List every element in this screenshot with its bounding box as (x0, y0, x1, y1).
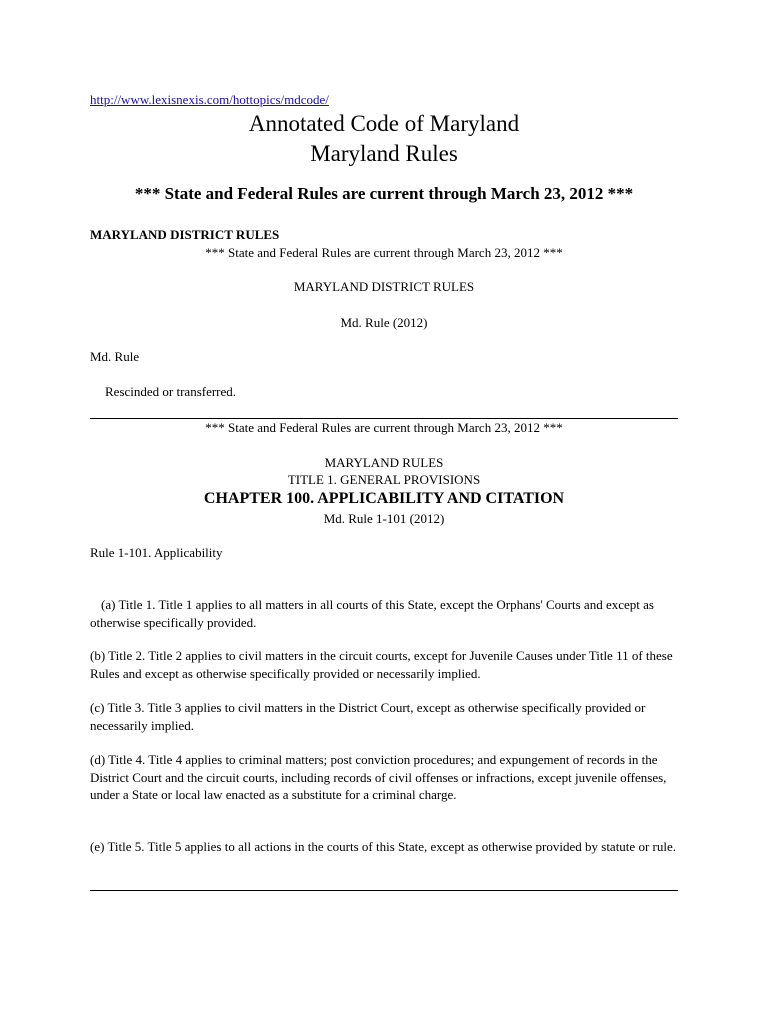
rule-citation: Md. Rule 1-101 (2012) (323, 511, 445, 526)
document-subtitle: Maryland Rules (310, 141, 458, 166)
rules-currency-note: *** State and Federal Rules are current through March 23, 2012 *** (205, 420, 563, 435)
paragraph-e: (e) Title 5. Title 5 applies to all actions in the courts of this State, except as otherwise provided by statute or rule. (90, 839, 676, 854)
document-title: Annotated Code of Maryland (248, 111, 520, 136)
title-heading: TITLE 1. GENERAL PROVISIONS (287, 472, 481, 487)
paragraph-c: (c) Title 3. Title 3 applies to civil matters in the District Court, except as otherwise specifically provided or necessarily implied. (90, 700, 646, 733)
district-rule-citation: Md. Rule (2012) (340, 315, 428, 330)
paragraph-a: (a) Title 1. Title 1 applies to all matters in all courts of this State, except the Orphans' Courts and except as otherwise specifically provided. (90, 597, 654, 630)
rule-status: Rescinded or transferred. (105, 384, 237, 399)
district-rules-subheading: MARYLAND DISTRICT RULES (293, 279, 475, 294)
paragraph-b: (b) Title 2. Title 2 applies to civil matters in the circuit courts, except for Juvenile Causes under Title 11 of these Rules and except as otherwise specifically provided or necessarily implied. (90, 648, 673, 681)
rule-name: Rule 1-101. Applicability (90, 545, 223, 560)
district-currency-note: *** State and Federal Rules are current through March 23, 2012 *** (205, 245, 563, 260)
currency-banner: *** State and Federal Rules are current through March 23, 2012 *** (134, 184, 634, 203)
paragraph-d: (d) Title 4. Title 4 applies to criminal matters; post conviction procedures; and expungement of records in the District Court and the circuit courts, including records of civil offenses or infractions, except juvenile offenses, under a State or local law enacted as a substitute for a criminal charge. (90, 752, 667, 802)
chapter-heading: CHAPTER 100. APPLICABILITY AND CITATION (203, 490, 565, 507)
district-rules-heading: MARYLAND DISTRICT RULES (90, 227, 280, 242)
bottom-divider (90, 890, 678, 891)
maryland-rules-heading: MARYLAND RULES (324, 455, 444, 470)
lexisnexis-link[interactable]: http://www.lexisnexis.com/hottopics/mdcode/ (90, 92, 329, 107)
md-rule-label: Md. Rule (90, 349, 140, 364)
